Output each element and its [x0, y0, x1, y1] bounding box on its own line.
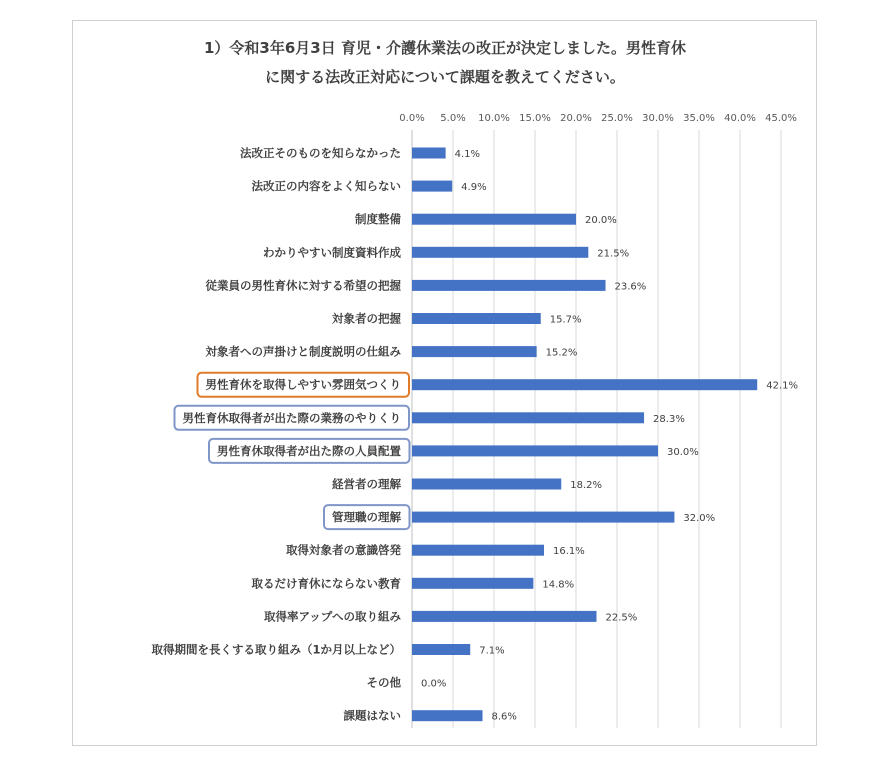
- bar: [412, 280, 606, 291]
- category-label: 対象者の把握: [332, 311, 401, 326]
- value-label: 16.1%: [553, 546, 585, 558]
- x-tick-label: 5.0%: [440, 113, 466, 124]
- value-label: 32.0%: [683, 513, 716, 525]
- value-label: 7.1%: [479, 645, 505, 657]
- bar: [412, 545, 544, 556]
- value-label: 23.6%: [614, 281, 647, 293]
- bar: [412, 710, 483, 721]
- category-label: 制度整備: [355, 212, 401, 227]
- category-label: 取るだけ育休にならない教育: [251, 576, 401, 591]
- category-label: 管理職の理解: [332, 510, 401, 525]
- x-tick-label: 20.0%: [560, 113, 592, 124]
- value-label: 14.8%: [542, 579, 575, 591]
- value-label: 8.6%: [491, 711, 517, 723]
- category-label: 対象者への声掛けと制度説明の仕組み: [205, 344, 401, 359]
- x-tick-label: 40.0%: [724, 113, 756, 124]
- bar: [412, 512, 674, 523]
- x-tick-label: 45.0%: [765, 113, 797, 124]
- bar: [412, 181, 452, 192]
- category-label: 取得率アップへの取り組み: [264, 609, 401, 624]
- value-label: 4.1%: [454, 149, 481, 160]
- category-label: 男性育休取得者が出た際の業務のやりくり: [182, 410, 401, 425]
- x-tick-label: 25.0%: [601, 113, 633, 124]
- category-label: 取得期間を長くする取り組み（1か月以上など）: [151, 642, 401, 657]
- category-label: 取得対象者の意識啓発: [286, 543, 401, 558]
- x-tick-label: 35.0%: [683, 113, 715, 124]
- bar: [412, 412, 644, 423]
- bar: [412, 578, 533, 589]
- x-tick-label: 15.0%: [519, 113, 551, 124]
- bar: [412, 379, 757, 390]
- value-label: 15.7%: [549, 314, 582, 326]
- value-label: 15.2%: [545, 347, 578, 359]
- value-label: 4.9%: [461, 182, 487, 194]
- bar: [412, 479, 561, 490]
- value-label: 0.0%: [421, 678, 447, 690]
- value-label: 18.2%: [570, 480, 603, 491]
- value-label: 22.5%: [605, 612, 638, 624]
- value-label: 42.1%: [766, 380, 799, 392]
- chart-title-line-2: に関する法改正対応について課題を教えてください。: [265, 68, 625, 86]
- value-label: 30.0%: [667, 446, 699, 458]
- bar: [412, 611, 597, 622]
- bar: [412, 148, 446, 159]
- category-label: 課題はない: [343, 708, 401, 723]
- value-label: 20.0%: [585, 215, 617, 227]
- bar: [412, 214, 576, 225]
- category-label: 男性育休を取得しやすい雰囲気つくり: [205, 377, 401, 392]
- x-tick-label: 30.0%: [642, 113, 674, 124]
- category-label: 法改正の内容をよく知らない: [251, 179, 401, 194]
- x-tick-label: 0.0%: [399, 113, 425, 124]
- category-label: 経営者の理解: [332, 477, 401, 491]
- bar: [412, 346, 537, 357]
- x-tick-label: 10.0%: [478, 113, 510, 124]
- bar: [412, 247, 588, 258]
- bar: [412, 445, 658, 456]
- category-label: わかりやすい制度資料作成: [263, 245, 401, 260]
- category-label: 従業員の男性育休に対する希望の把握: [205, 278, 401, 293]
- chart-title-line-1: 1）令和3年6月3日 育児・介護休業法の改正が決定しました。男性育休: [204, 39, 686, 57]
- bar: [412, 313, 541, 324]
- category-label: 男性育休取得者が出た際の人員配置: [217, 443, 401, 458]
- value-label: 28.3%: [653, 413, 685, 425]
- category-label: 法改正そのものを知らなかった: [240, 146, 401, 160]
- category-label: その他: [366, 675, 401, 690]
- bar: [412, 644, 470, 655]
- value-label: 21.5%: [597, 248, 630, 260]
